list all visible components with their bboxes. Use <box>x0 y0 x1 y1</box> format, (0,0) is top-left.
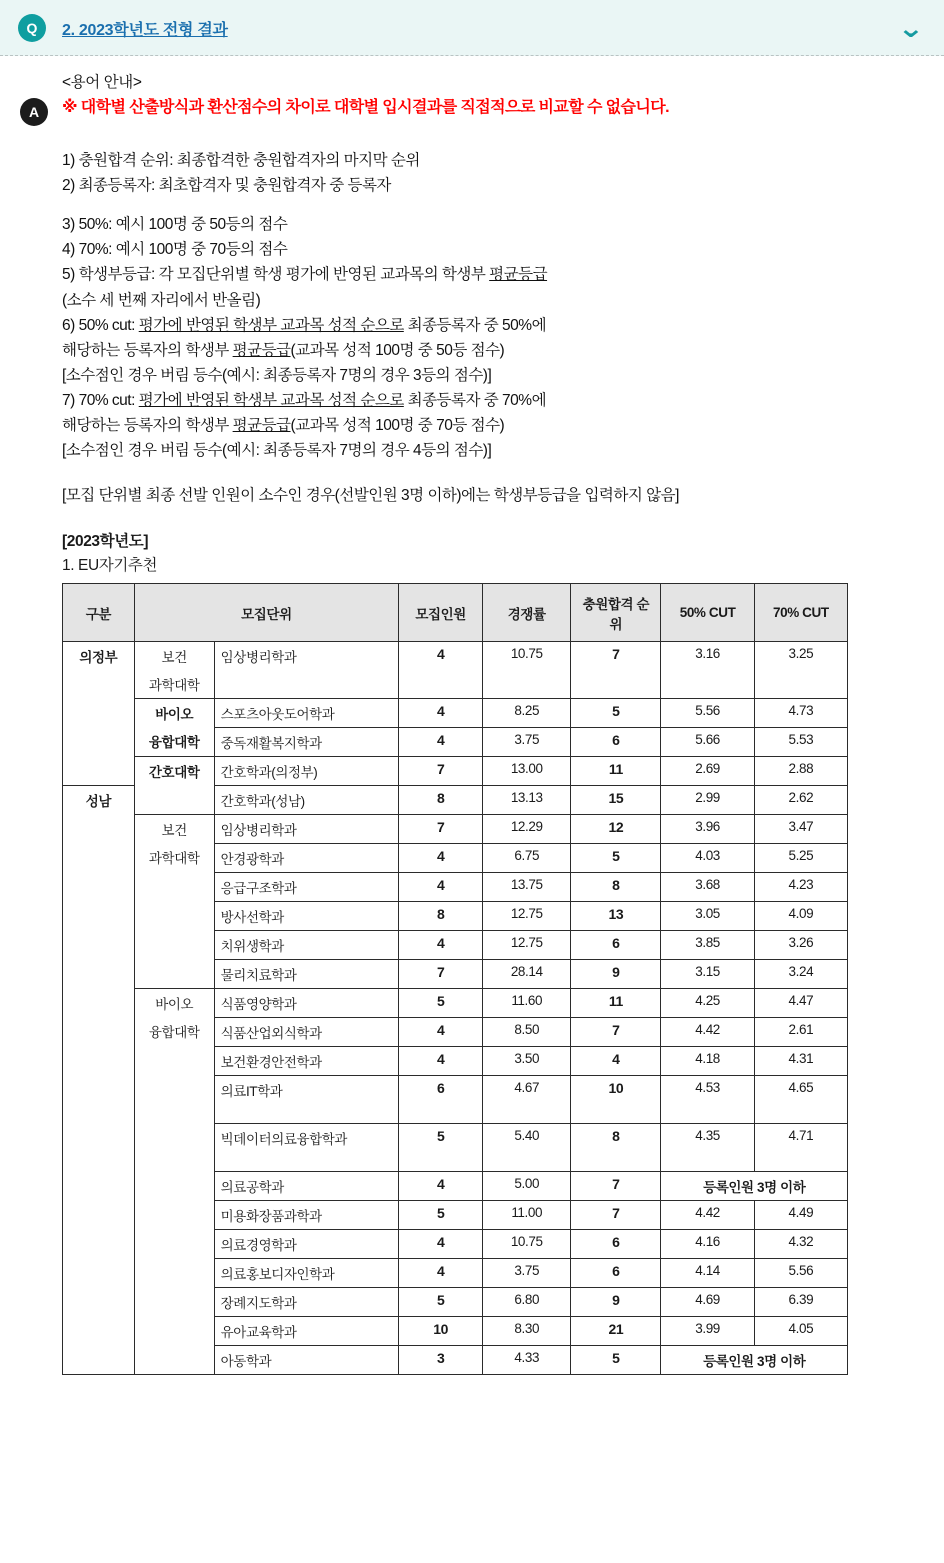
waitlist-value: 7 <box>571 642 661 699</box>
waitlist-value: 7 <box>571 1201 661 1230</box>
group-seongnam: 성남 <box>63 786 135 1375</box>
ratio-value: 6.80 <box>483 1288 571 1317</box>
waitlist-value: 8 <box>571 873 661 902</box>
quota-value: 4 <box>399 1018 483 1047</box>
ratio-value: 6.75 <box>483 844 571 873</box>
quota-value: 5 <box>399 989 483 1018</box>
ratio-value: 11.60 <box>483 989 571 1018</box>
ratio-value: 3.50 <box>483 1047 571 1076</box>
ratio-value: 12.75 <box>483 902 571 931</box>
warning-text: ※ 대학별 산출방식과 환산점수의 차이로 대학별 입시결과를 직접적으로 비교할 수 없습니다. <box>62 99 669 116</box>
cut50-value: 5.66 <box>661 728 754 757</box>
note-spacer <box>62 198 924 212</box>
college-bio-uijeongbu <box>134 699 214 757</box>
college-bio-line1: 바이오 <box>155 997 194 1013</box>
note-5-text: 5) 학생부등급: 각 모집단위별 학생 평가에 반영된 교과목의 학생부 <box>62 266 490 284</box>
ratio-value: 5.00 <box>483 1172 571 1201</box>
cut70-value: 3.24 <box>754 960 847 989</box>
note-6 <box>62 313 924 338</box>
question-title-link[interactable]: 2. 2023학년도 전형 결과 <box>62 21 228 39</box>
note-7-bracket: [소수점인 경우 버림 등수(예시: 최종등록자 7명의 경우 4등의 점수)] <box>62 442 492 460</box>
waitlist-value: 11 <box>571 989 661 1018</box>
waitlist-value: 5 <box>571 699 661 728</box>
cut50-value: 4.42 <box>661 1201 754 1230</box>
waitlist-value: 13 <box>571 902 661 931</box>
note-6-prefix: 6) 50% cut: <box>62 316 139 334</box>
table-row <box>63 815 848 844</box>
college-health-line1: 보건 <box>161 823 187 839</box>
waitlist-value: 6 <box>571 931 661 960</box>
note-4: 4) 70%: 예시 100명 중 70등의 점수 <box>62 241 288 259</box>
dept-name: 유아교육학과 <box>214 1317 398 1346</box>
cut70-value: 5.53 <box>754 728 847 757</box>
note-3: 3) 50%: 예시 100명 중 50등의 점수 <box>62 216 288 234</box>
quota-value: 4 <box>399 1172 483 1201</box>
ratio-value: 12.75 <box>483 931 571 960</box>
note-2: 2) 최종등록자: 최초합격자 및 충원합격자 중 등록자 <box>62 177 391 195</box>
ratio-value: 12.29 <box>483 815 571 844</box>
ratio-value: 11.00 <box>483 1201 571 1230</box>
cut50-value: 3.68 <box>661 873 754 902</box>
note-6-cont-suffix: (교과목 성적 100명 중 50등 점수) <box>290 341 505 359</box>
cut50-value: 4.69 <box>661 1288 754 1317</box>
dept-name: 식품산업외식학과 <box>214 1018 398 1047</box>
college-health-line2: 과학대학 <box>148 851 200 867</box>
cut70-value: 4.49 <box>754 1201 847 1230</box>
cut50-value: 4.25 <box>661 989 754 1018</box>
college-bio-seongnam <box>134 989 214 1375</box>
no-cut-label: 등록인원 3명 이하 <box>661 1172 848 1201</box>
note-7 <box>62 388 924 413</box>
cut50-value: 3.96 <box>661 815 754 844</box>
dept-name: 방사선학과 <box>214 902 398 931</box>
dept-name: 임상병리학과 <box>214 815 398 844</box>
ratio-value: 4.33 <box>483 1346 571 1375</box>
waitlist-value: 8 <box>571 1124 661 1172</box>
waitlist-value: 5 <box>571 1346 661 1375</box>
note-7-underline-2: 평균등급 <box>232 417 291 435</box>
dept-name: 아동학과 <box>214 1346 398 1375</box>
dept-name: 스포츠아웃도어학과 <box>214 699 398 728</box>
dept-name: 치위생학과 <box>214 931 398 960</box>
question-badge-icon: Q <box>18 14 46 42</box>
note-6-suffix: 최종등록자 중 50%에 <box>403 316 547 334</box>
dept-name: 미용화장품과학과 <box>214 1201 398 1230</box>
dept-name: 빅데이터의료융합학과 <box>214 1124 398 1172</box>
cut50-value: 4.53 <box>661 1076 754 1124</box>
quota-value: 10 <box>399 1317 483 1346</box>
ratio-value: 13.00 <box>483 757 571 786</box>
note-6-cont-prefix: 해당하는 등록자의 학생부 <box>62 341 233 359</box>
ratio-value: 28.14 <box>483 960 571 989</box>
small-cohort-note: [모집 단위별 최종 선발 인원이 소수인 경우(선발인원 3명 이하)에는 학생부등급을 입력하지 않음] <box>62 487 679 505</box>
table-body <box>63 642 848 1375</box>
quota-value: 4 <box>399 642 483 699</box>
admission-results-table <box>62 583 848 1375</box>
college-bio-line2: 융합대학 <box>148 1025 200 1041</box>
cut70-value: 4.31 <box>754 1047 847 1076</box>
note-7-prefix: 7) 70% cut: <box>62 391 139 409</box>
note-6-bracket: [소수점인 경우 버림 등수(예시: 최종등록자 7명의 경우 3등의 점수)] <box>62 366 492 384</box>
dept-name: 장례지도학과 <box>214 1288 398 1317</box>
terminology-notes <box>62 148 924 463</box>
waitlist-value: 7 <box>571 1172 661 1201</box>
cut70-value: 4.71 <box>754 1124 847 1172</box>
table-header-row <box>63 584 848 642</box>
cut70-value: 4.47 <box>754 989 847 1018</box>
dept-name: 간호학과(성남) <box>214 786 398 815</box>
cut70-value: 5.25 <box>754 844 847 873</box>
header-quota: 모집인원 <box>399 584 483 642</box>
quota-value: 7 <box>399 815 483 844</box>
note-7-cont-suffix: (교과목 성적 100명 중 70등 점수) <box>290 417 505 435</box>
dept-name: 의료공학과 <box>214 1172 398 1201</box>
dept-name: 보건환경안전학과 <box>214 1047 398 1076</box>
quota-value: 3 <box>399 1346 483 1375</box>
quota-value: 8 <box>399 786 483 815</box>
quota-value: 4 <box>399 728 483 757</box>
header-cut70: 70% CUT <box>754 584 847 642</box>
dept-name: 의료경영학과 <box>214 1230 398 1259</box>
cut50-value: 4.42 <box>661 1018 754 1047</box>
note-5-underline: 평균등급 <box>489 266 548 284</box>
quota-value: 6 <box>399 1076 483 1124</box>
answer-content <box>0 56 944 575</box>
ratio-value: 3.75 <box>483 1259 571 1288</box>
quota-value: 8 <box>399 902 483 931</box>
note-7-cont-prefix: 해당하는 등록자의 학생부 <box>62 417 233 435</box>
college-health-line1: 보건 <box>161 650 187 666</box>
cut70-value: 5.56 <box>754 1259 847 1288</box>
note-6-underline-1: 평가에 반영된 학생부 교과목 성적 순으로 <box>138 316 404 334</box>
no-cut-label: 등록인원 3명 이하 <box>661 1346 848 1375</box>
cut70-value: 6.39 <box>754 1288 847 1317</box>
note-5 <box>62 262 924 287</box>
quota-value: 4 <box>399 931 483 960</box>
dept-name: 의료홍보디자인학과 <box>214 1259 398 1288</box>
cut50-value: 3.16 <box>661 642 754 699</box>
cut50-value: 3.85 <box>661 931 754 960</box>
header-ratio: 경쟁률 <box>483 584 571 642</box>
cut50-value: 4.35 <box>661 1124 754 1172</box>
ratio-value: 8.30 <box>483 1317 571 1346</box>
warning-row <box>20 98 924 126</box>
cut50-value: 2.69 <box>661 757 754 786</box>
ratio-value: 5.40 <box>483 1124 571 1172</box>
cut50-value: 3.15 <box>661 960 754 989</box>
note-7-underline-1: 평가에 반영된 학생부 교과목 성적 순으로 <box>138 391 404 409</box>
cut50-value: 3.05 <box>661 902 754 931</box>
waitlist-value: 12 <box>571 815 661 844</box>
note-1: 1) 충원합격 순위: 최종합격한 충원합격자의 마지막 순위 <box>62 152 420 169</box>
waitlist-value: 6 <box>571 728 661 757</box>
note-6-cont <box>62 338 924 363</box>
cut70-value: 4.23 <box>754 873 847 902</box>
college-bio-line2: 융합대학 <box>148 735 200 751</box>
quota-value: 4 <box>399 873 483 902</box>
waitlist-value: 9 <box>571 960 661 989</box>
cut70-value: 2.62 <box>754 786 847 815</box>
quota-value: 4 <box>399 1047 483 1076</box>
waitlist-value: 6 <box>571 1259 661 1288</box>
quota-value: 4 <box>399 1259 483 1288</box>
answer-badge-icon: A <box>20 98 48 126</box>
cut50-value: 4.16 <box>661 1230 754 1259</box>
college-health-line2: 과학대학 <box>148 678 200 694</box>
cut70-value: 2.88 <box>754 757 847 786</box>
college-bio-line1: 바이오 <box>155 707 194 723</box>
waitlist-value: 6 <box>571 1230 661 1259</box>
quota-value: 5 <box>399 1124 483 1172</box>
cut50-value: 4.18 <box>661 1047 754 1076</box>
quota-value: 4 <box>399 699 483 728</box>
cut70-value: 3.26 <box>754 931 847 960</box>
table-row <box>63 989 848 1018</box>
cut70-value: 4.32 <box>754 1230 847 1259</box>
ratio-value: 8.50 <box>483 1018 571 1047</box>
waitlist-value: 21 <box>571 1317 661 1346</box>
cut70-value: 3.25 <box>754 642 847 699</box>
college-nursing: 간호대학 <box>134 757 214 815</box>
note-5-cont: (소수 세 번째 자리에서 반올림) <box>62 291 261 309</box>
table-row <box>63 642 848 699</box>
cut70-value: 3.47 <box>754 815 847 844</box>
header-unit: 모집단위 <box>134 584 398 642</box>
cut50-value: 2.99 <box>661 786 754 815</box>
cut70-value: 2.61 <box>754 1018 847 1047</box>
dept-name: 임상병리학과 <box>214 642 398 699</box>
waitlist-value: 9 <box>571 1288 661 1317</box>
ratio-value: 13.75 <box>483 873 571 902</box>
dept-name: 의료IT학과 <box>214 1076 398 1124</box>
ratio-value: 10.75 <box>483 1230 571 1259</box>
group-uijeongbu: 의정부 <box>63 642 135 786</box>
cut70-value: 4.05 <box>754 1317 847 1346</box>
cut70-value: 4.73 <box>754 699 847 728</box>
cut50-value: 5.56 <box>661 699 754 728</box>
term-guide-title: <용어 안내> <box>62 74 142 91</box>
dept-name: 응급구조학과 <box>214 873 398 902</box>
table-row <box>63 757 848 786</box>
dept-name: 중독재활복지학과 <box>214 728 398 757</box>
ratio-value: 10.75 <box>483 642 571 699</box>
waitlist-value: 5 <box>571 844 661 873</box>
college-health-uijeongbu <box>134 642 214 699</box>
note-7-suffix: 최종등록자 중 70%에 <box>403 391 547 409</box>
admission-type-heading: 1. EU자기추천 <box>62 557 158 575</box>
year-heading: [2023학년도] <box>62 533 149 551</box>
college-health-seongnam <box>134 815 214 989</box>
ratio-value: 13.13 <box>483 786 571 815</box>
cut50-value: 3.99 <box>661 1317 754 1346</box>
header-division: 구분 <box>63 584 135 642</box>
note-7-cont <box>62 413 924 438</box>
ratio-value: 3.75 <box>483 728 571 757</box>
quota-value: 4 <box>399 844 483 873</box>
header-waitlist: 충원합격 순위 <box>571 584 661 642</box>
cut50-value: 4.03 <box>661 844 754 873</box>
cut70-value: 4.65 <box>754 1076 847 1124</box>
quota-value: 4 <box>399 1230 483 1259</box>
cut70-value: 4.09 <box>754 902 847 931</box>
results-table-wrapper <box>62 583 848 1375</box>
header-cut50: 50% CUT <box>661 584 754 642</box>
chevron-down-icon[interactable]: ⌄ <box>897 13 925 43</box>
quota-value: 7 <box>399 757 483 786</box>
waitlist-value: 4 <box>571 1047 661 1076</box>
dept-name: 간호학과(의정부) <box>214 757 398 786</box>
waitlist-value: 7 <box>571 1018 661 1047</box>
dept-name: 물리치료학과 <box>214 960 398 989</box>
waitlist-value: 10 <box>571 1076 661 1124</box>
question-header-bar[interactable] <box>0 0 944 56</box>
quota-value: 5 <box>399 1201 483 1230</box>
waitlist-value: 15 <box>571 786 661 815</box>
table-row <box>63 699 848 728</box>
quota-value: 5 <box>399 1288 483 1317</box>
dept-name: 식품영양학과 <box>214 989 398 1018</box>
ratio-value: 8.25 <box>483 699 571 728</box>
note-6-underline-2: 평균등급 <box>232 341 291 359</box>
dept-name: 안경광학과 <box>214 844 398 873</box>
cut50-value: 4.14 <box>661 1259 754 1288</box>
waitlist-value: 11 <box>571 757 661 786</box>
ratio-value: 4.67 <box>483 1076 571 1124</box>
quota-value: 7 <box>399 960 483 989</box>
